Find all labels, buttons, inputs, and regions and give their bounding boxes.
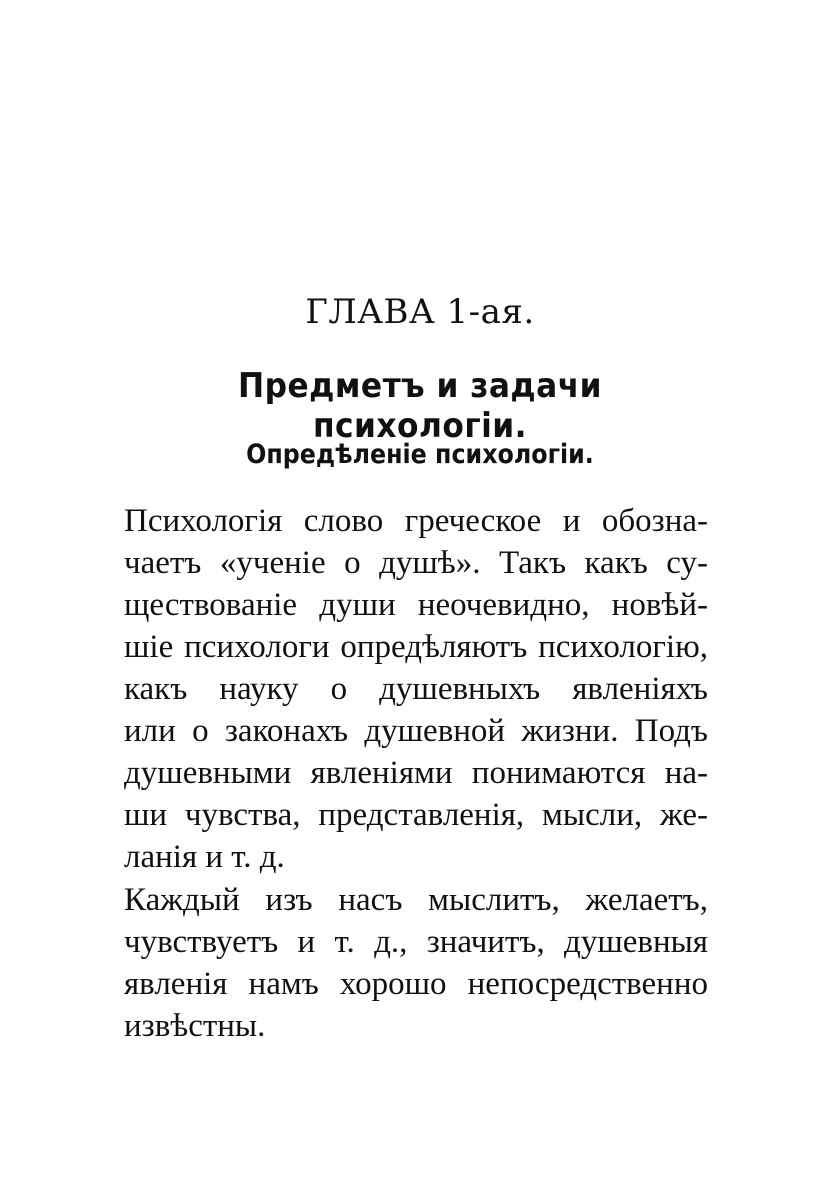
paragraph-line: чувствуетъ и т. д., значитъ, душевныя xyxy=(124,924,708,960)
paragraph-line: Каждый изъ насъ мыслитъ, желаетъ, xyxy=(124,882,708,918)
paragraph-line: ши чувства, представленія, мысли, же- xyxy=(124,797,708,833)
paragraph-line: какъ науку о душевныхъ явленіяхъ xyxy=(124,671,708,707)
paragraph-line: ланія и т. д. xyxy=(124,839,285,875)
paragraph-line: чаетъ «ученіе о душѣ». Такъ какъ су- xyxy=(124,545,708,581)
paragraph-line: извѣстны. xyxy=(124,1008,266,1044)
paragraph-line: Психологія слово греческое и обозна- xyxy=(124,503,708,539)
paragraph-line: шіе психологи опредѣляютъ психологію, xyxy=(124,629,708,665)
paragraph-line: душевными явленіями понимаются на- xyxy=(124,755,708,791)
paragraph-line: или о законахъ душевной жизни. Подъ xyxy=(124,713,708,749)
paragraph-1 xyxy=(124,500,708,878)
chapter-title: Предметъ и задачи психологіи. xyxy=(237,366,603,446)
paragraph-line: ществованіе души неочевидно, новѣй- xyxy=(124,587,708,623)
section-subtitle: Опредѣленіе психологіи. xyxy=(246,439,594,470)
chapter-heading: ГЛАВА 1-ая. xyxy=(305,292,535,332)
paragraph-line: явленія намъ хорошо непосредственно xyxy=(124,966,708,1002)
paragraph-2 xyxy=(124,879,708,1047)
